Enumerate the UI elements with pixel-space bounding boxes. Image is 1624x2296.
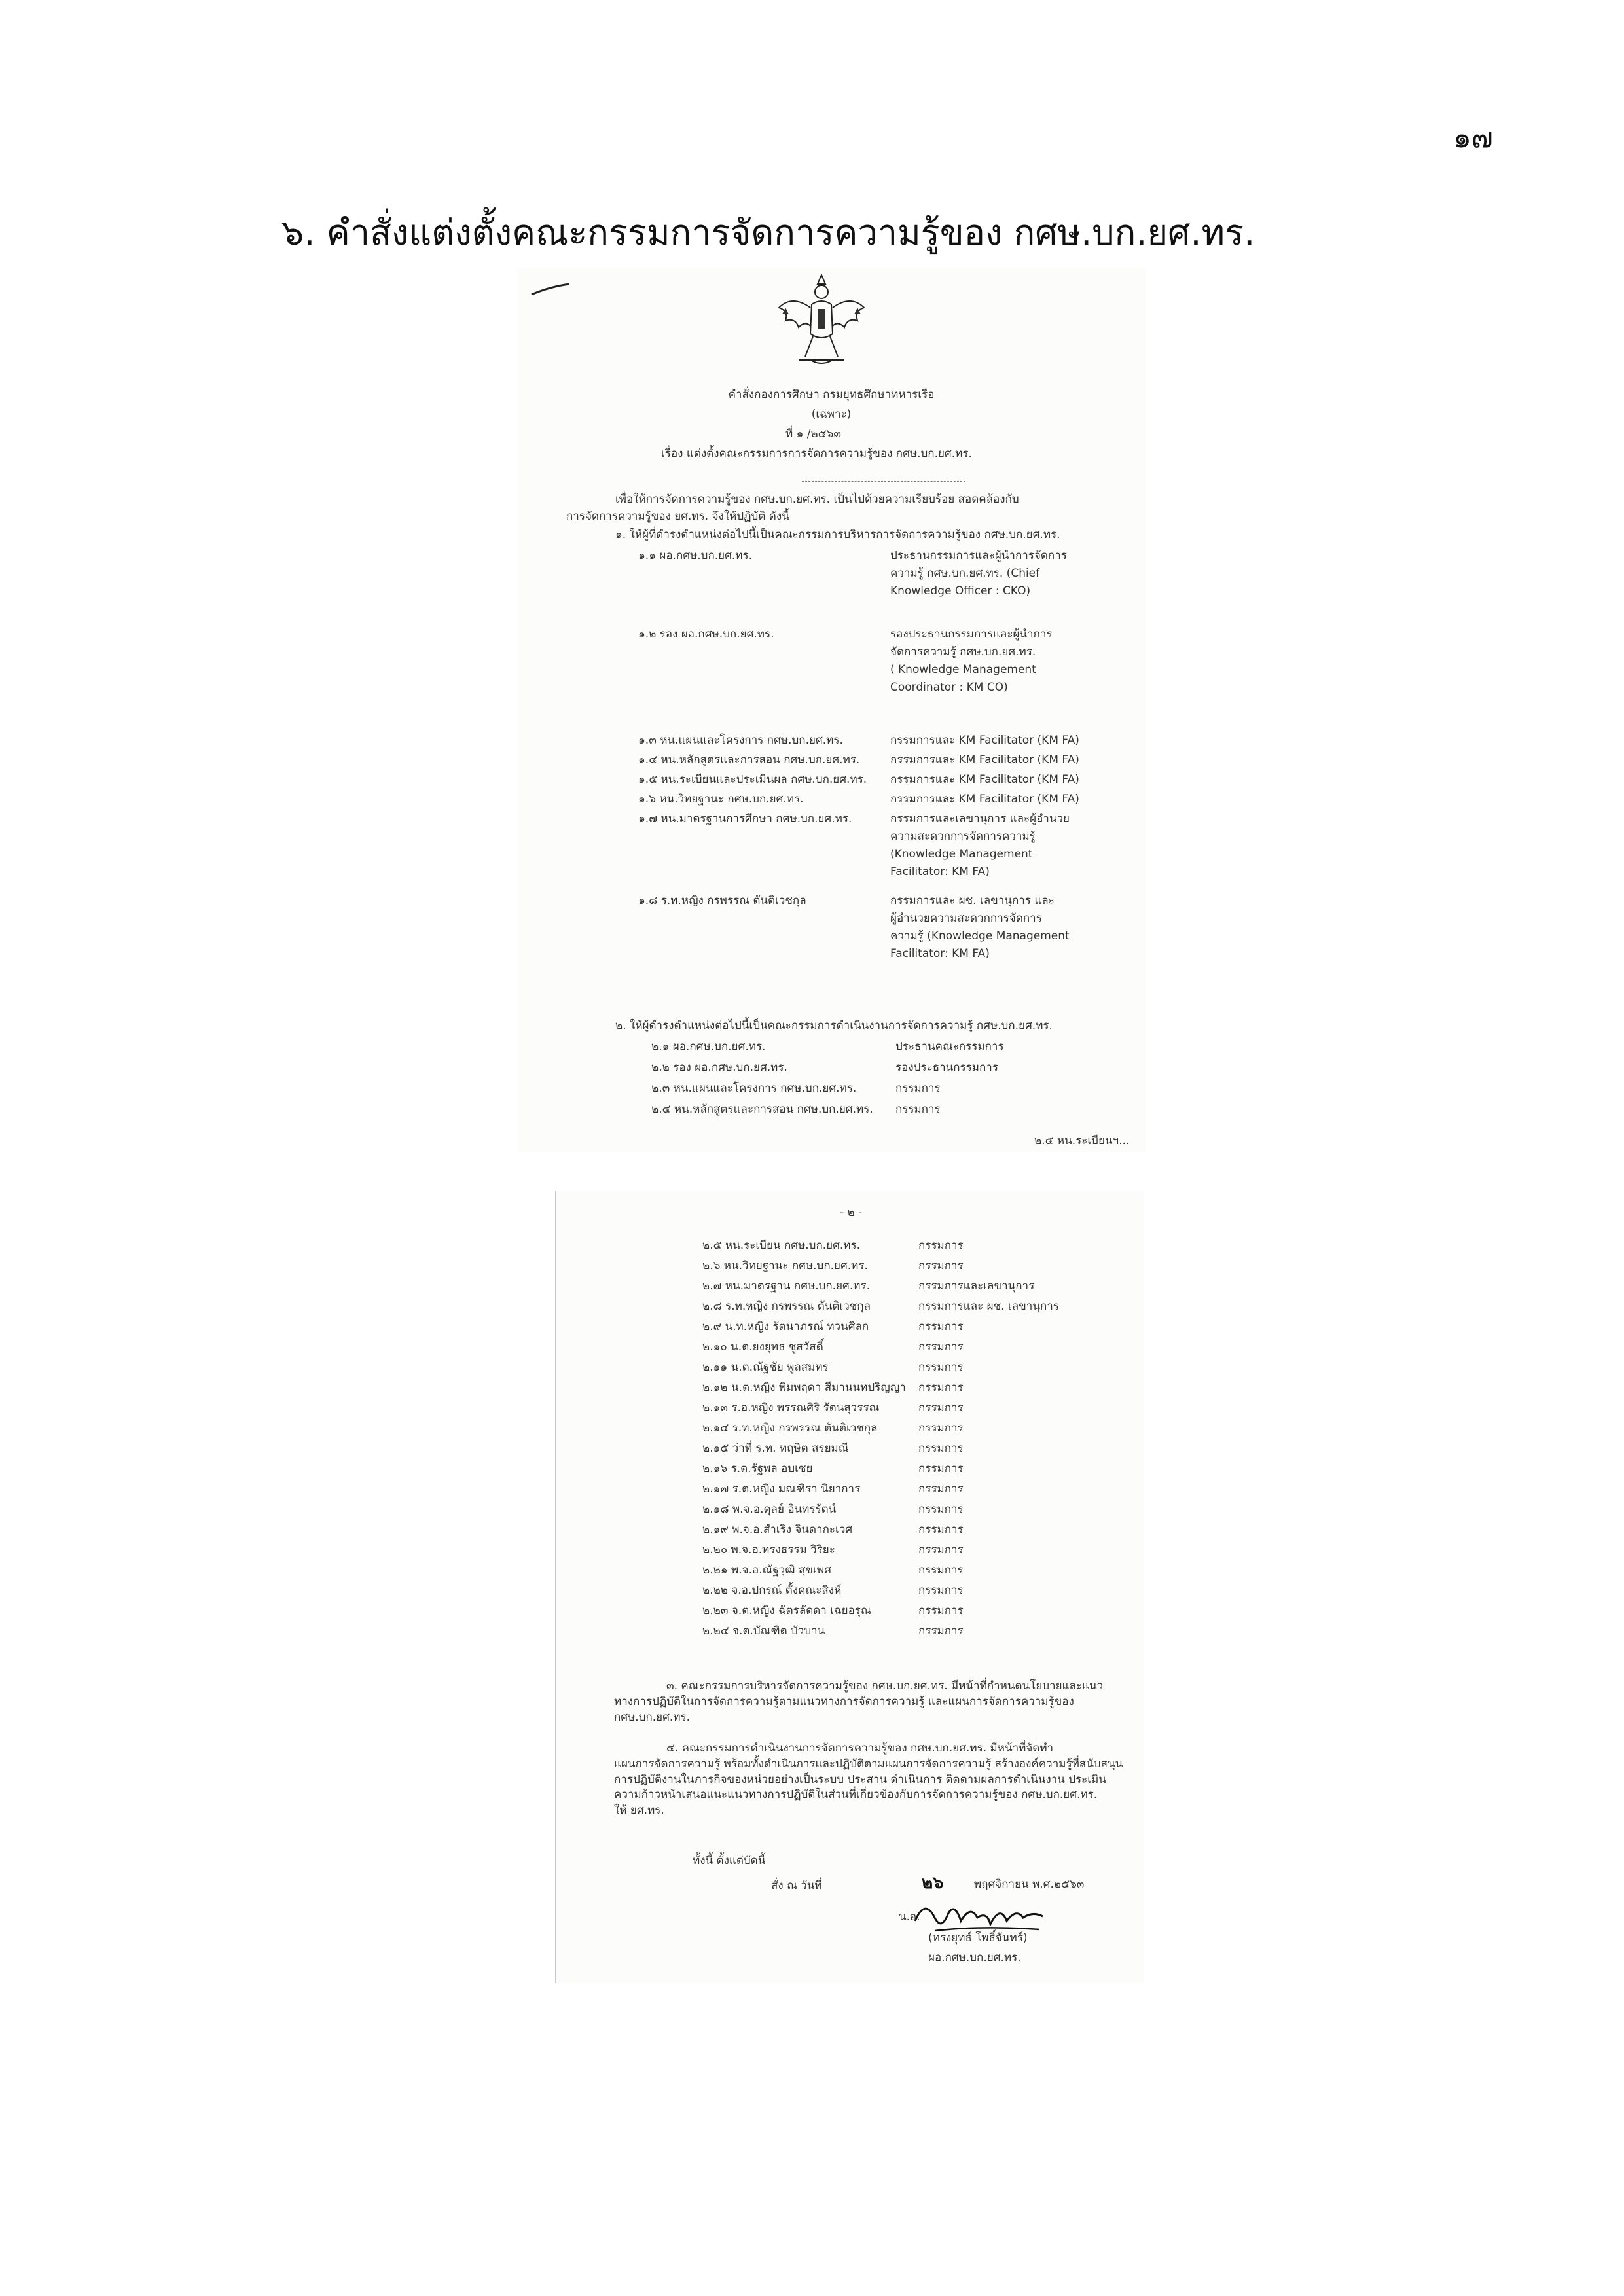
committee-member: ๒.๑๐ น.ต.ยงยุทธ ชูสวัสดิ์	[702, 1340, 823, 1354]
committee-role: ( Knowledge Management	[890, 663, 1036, 676]
order-title: คำสั่งกองการศึกษา กรมยุทธศึกษาทหารเรือ	[728, 388, 935, 401]
committee-member: ๒.๒๒ จ.อ.ปกรณ์ ตั้งคณะสิงห์	[702, 1584, 842, 1597]
scanned-order-page-1	[517, 268, 1146, 1152]
committee-role: กรรมการ	[918, 1259, 964, 1272]
committee-member: ๒.๑๗ ร.ต.หญิง มณฑิรา นิยาการ	[702, 1482, 861, 1496]
order-subject: เรื่อง แต่งตั้งคณะกรรมการการจัดการความรู้ของ กศษ.บก.ยศ.ทร.	[661, 447, 972, 460]
continuation-note: ๒.๕ หน.ระเบียนฯ...	[1034, 1134, 1130, 1147]
scan-edge	[555, 1191, 556, 1983]
para4-line: ๔. คณะกรรมการดำเนินงานการจัดการความรู้ของ กศษ.บก.ยศ.ทร. มีหน้าที่จัดทำ	[666, 1742, 1054, 1755]
para4-line: ให้ ยศ.ทร.	[614, 1804, 664, 1818]
order-classification: (เฉพาะ)	[811, 408, 852, 421]
committee-role: Knowledge Officer : CKO)	[890, 584, 1031, 598]
committee-member: ๒.๑๒ น.ต.หญิง พิมพฤดา สีมานนทปริญญา	[702, 1381, 906, 1394]
committee-member: ๒.๖ หน.วิทยฐานะ กศษ.บก.ยศ.ทร.	[702, 1259, 868, 1272]
committee-member: ๒.๑๘ พ.จ.อ.ดุลย์ อินทรรัตน์	[702, 1503, 837, 1516]
committee-member: ๒.๗ หน.มาตรฐาน กศษ.บก.ยศ.ทร.	[702, 1280, 870, 1293]
signer-position: ผอ.กศษ.บก.ยศ.ทร.	[928, 1951, 1021, 1964]
intro-line-2: การจัดการความรู้ของ ยศ.ทร. จึงให้ปฏิบัติ ดังนี้	[566, 510, 789, 523]
committee-role: รองประธานกรรมการ	[895, 1061, 998, 1074]
committee-position: ๑.๔ หน.หลักสูตรและการสอน กศษ.บก.ยศ.ทร.	[638, 753, 860, 766]
order-day: ๒๖	[922, 1873, 944, 1893]
committee-role: กรรมการ	[918, 1320, 964, 1333]
committee-role: กรรมการ	[918, 1584, 964, 1597]
committee-member: ๒.๘ ร.ท.หญิง กรพรรณ ตันติเวชกุล	[702, 1300, 871, 1313]
committee-role: กรรมการ	[918, 1624, 964, 1638]
committee-member: ๒.๑๕ ว่าที่ ร.ท. ทฤษิต สรยมณี	[702, 1442, 849, 1455]
committee-role: กรรมการและ ผช. เลขานุการ และ	[890, 894, 1055, 907]
committee-role: กรรมการ	[895, 1103, 941, 1116]
committee-position: ๑.๘ ร.ท.หญิง กรพรรณ ตันติเวชกุล	[638, 894, 806, 907]
committee-role: กรรมการ	[918, 1340, 964, 1354]
committee-role: รองประธานกรรมการและผู้นำการ	[890, 628, 1053, 641]
section-1-title: ๑. ให้ผู้ที่ดำรงตำแหน่งต่อไปนี้เป็นคณะกรรมการบริหารการจัดการความรู้ของ กศษ.บก.ยศ.ทร.	[615, 528, 1060, 541]
page-number: ๑๗	[1453, 121, 1493, 154]
para4-line: การปฏิบัติงานในภารกิจของหน่วยอย่างเป็นระบบ ประสาน ดำเนินการ ติดตามผลการดำเนินงาน ประเมิน	[614, 1772, 1106, 1786]
committee-position: ๑.๕ หน.ระเบียนและประเมินผล กศษ.บก.ยศ.ทร.	[638, 773, 867, 786]
committee-role: (Knowledge Management	[890, 848, 1033, 861]
committee-role: ความสะดวกการจัดการความรู้	[890, 830, 1036, 843]
committee-member: ๒.๙ น.ท.หญิง รัตนาภรณ์ ทวนศิลก	[702, 1320, 869, 1333]
paragraph-4	[614, 1741, 1131, 1819]
page-marker: - ๒ -	[840, 1206, 863, 1219]
committee-role: จัดการความรู้ กศษ.บก.ยศ.ทร.	[890, 645, 1036, 658]
section-2-title: ๒. ให้ผู้ดำรงตำแหน่งต่อไปนี้เป็นคณะกรรมการดำเนินงานการจัดการความรู้ กศษ.บก.ยศ.ทร.	[615, 1019, 1053, 1032]
committee-position: ๑.๑ ผอ.กศษ.บก.ยศ.ทร.	[638, 549, 753, 562]
committee-role: กรรมการ	[918, 1381, 964, 1394]
committee-member: ๒.๑๑ น.ต.ณัฐชัย พูลสมทร	[702, 1361, 829, 1374]
committee-role: กรรมการและ ผช. เลขานุการ	[918, 1300, 1059, 1313]
intro-line-1: เพื่อให้การจัดการความรู้ของ กศษ.บก.ยศ.ทร. เป็นไปด้วยความเรียบร้อย สอดคล้องกับ	[615, 493, 1019, 506]
subject-divider	[802, 481, 965, 482]
committee-position: ๑.๓ หน.แผนและโครงการ กศษ.บก.ยศ.ทร.	[638, 734, 843, 747]
committee-member: ๒.๒๔ จ.ต.บัณฑิต บัวบาน	[702, 1624, 825, 1638]
order-month-year: พฤศจิกายน พ.ศ.๒๕๖๓	[974, 1878, 1085, 1891]
effective-clause: ทั้งนี้ ตั้งแต่บัดนี้	[693, 1854, 766, 1867]
scanned-order-page-2	[555, 1191, 1144, 1983]
committee-member: ๒.๒๓ จ.ต.หญิง ฉัตรลัดดา เฉยอรุณ	[702, 1604, 871, 1617]
signer-rank: น.อ.	[899, 1910, 920, 1924]
committee-member: ๒.๑๙ พ.จ.อ.สำเริง จินดากะเวศ	[702, 1523, 853, 1536]
committee-position: ๑.๖ หน.วิทยฐานะ กศษ.บก.ยศ.ทร.	[638, 793, 804, 806]
committee-role: กรรมการ	[918, 1239, 964, 1252]
committee-member: ๒.๑๔ ร.ท.หญิง กรพรรณ ตันติเวชกุล	[702, 1422, 878, 1435]
signer-name: (ทรงยุทธ์ โพธิ์จันทร์)	[928, 1931, 1028, 1945]
committee-role: กรรมการ	[918, 1422, 964, 1435]
committee-member: ๒.๕ หน.ระเบียน กศษ.บก.ยศ.ทร.	[702, 1239, 861, 1252]
committee-role: Coordinator : KM CO)	[890, 681, 1008, 694]
para4-line: แผนการจัดการความรู้ พร้อมทั้งดำเนินการและปฏิบัติตามแผนการจัดการความรู้ สร้างองค์ความรู้ที่สนับสนุน	[614, 1757, 1123, 1770]
committee-role: กรรมการและ KM Facilitator (KM FA)	[890, 734, 1079, 747]
committee-role: กรรมการและ KM Facilitator (KM FA)	[890, 793, 1079, 806]
committee-role: กรรมการ	[918, 1604, 964, 1617]
committee-role: กรรมการ	[918, 1462, 964, 1475]
committee-role: Facilitator: KM FA)	[890, 947, 990, 960]
committee-role: ความรู้ กศษ.บก.ยศ.ทร. (Chief	[890, 567, 1040, 580]
committee-position: ๒.๓ หน.แผนและโครงการ กศษ.บก.ยศ.ทร.	[651, 1082, 857, 1095]
committee-role: ประธานคณะกรรมการ	[895, 1040, 1004, 1053]
committee-member: ๒.๑๓ ร.อ.หญิง พรรณศิริ รัตนสุวรรณ	[702, 1401, 880, 1414]
committee-position: ๑.๒ รอง ผอ.กศษ.บก.ยศ.ทร.	[638, 628, 774, 641]
committee-member: ๒.๒๐ พ.จ.อ.ทรงธรรม วิริยะ	[702, 1543, 835, 1556]
committee-role: กรรมการและ KM Facilitator (KM FA)	[890, 753, 1079, 766]
committee-role: กรรมการ	[918, 1482, 964, 1496]
para4-line: ความก้าวหน้าเสนอแนะแนวทางการปฏิบัติในส่วนที่เกี่ยวข้องกับการจัดการความรู้ของ กศษ.บก.ยศ.ทร.	[614, 1788, 1098, 1802]
committee-member: ๒.๒๑ พ.จ.อ.ณัฐวุฒิ สุขเพศ	[702, 1564, 831, 1577]
committee-role: กรรมการ	[918, 1543, 964, 1556]
committee-position: ๒.๒ รอง ผอ.กศษ.บก.ยศ.ทร.	[651, 1061, 787, 1074]
committee-role: กรรมการ	[895, 1082, 941, 1095]
order-number: ที่ ๑ /๒๕๖๓	[785, 427, 842, 440]
paragraph-3	[614, 1679, 1131, 1725]
committee-position: ๒.๔ หน.หลักสูตรและการสอน กศษ.บก.ยศ.ทร.	[651, 1103, 873, 1116]
committee-role: ความรู้ (Knowledge Management	[890, 929, 1070, 942]
committee-role: กรรมการ	[918, 1523, 964, 1536]
committee-role: กรรมการ	[918, 1401, 964, 1414]
order-date-label: สั่ง ณ วันที่	[771, 1879, 822, 1892]
committee-role: กรรมการ	[918, 1442, 964, 1455]
committee-role: ผู้อำนวยความสะดวกการจัดการ	[890, 912, 1042, 925]
committee-role: Facilitator: KM FA)	[890, 865, 990, 878]
pen-stroke-mark	[530, 281, 576, 298]
committee-role: กรรมการ	[918, 1361, 964, 1374]
committee-member: ๒.๑๖ ร.ต.รัฐพล อบเชย	[702, 1462, 813, 1475]
para3-line: ๓. คณะกรรมการบริหารจัดการความรู้ของ กศษ.บก.ยศ.ทร. มีหน้าที่กำหนดนโยบายและแนว	[666, 1679, 1104, 1693]
para3-line: กศษ.บก.ยศ.ทร.	[614, 1710, 691, 1724]
committee-role: กรรมการและเลขานุการ	[918, 1280, 1035, 1293]
para3-line: ทางการปฏิบัติในการจัดการความรู้ตามแนวทางการจัดการความรู้ และแผนการจัดการความรู้ของ	[614, 1695, 1074, 1708]
committee-role: กรรมการและ KM Facilitator (KM FA)	[890, 773, 1079, 786]
committee-position: ๑.๗ หน.มาตรฐานการศึกษา กศษ.บก.ยศ.ทร.	[638, 812, 852, 825]
committee-role: กรรมการ	[918, 1503, 964, 1516]
committee-role: กรรมการและเลขานุการ และผู้อำนวย	[890, 812, 1070, 825]
garuda-emblem	[772, 268, 871, 373]
committee-role: ประธานกรรมการและผู้นำการจัดการ	[890, 549, 1067, 562]
section-heading: ๖. คำสั่งแต่งตั้งคณะกรรมการจัดการความรู้ของ กศษ.บก.ยศ.ทร.	[281, 212, 1255, 253]
committee-role: กรรมการ	[918, 1564, 964, 1577]
committee-position: ๒.๑ ผอ.กศษ.บก.ยศ.ทร.	[651, 1040, 766, 1053]
